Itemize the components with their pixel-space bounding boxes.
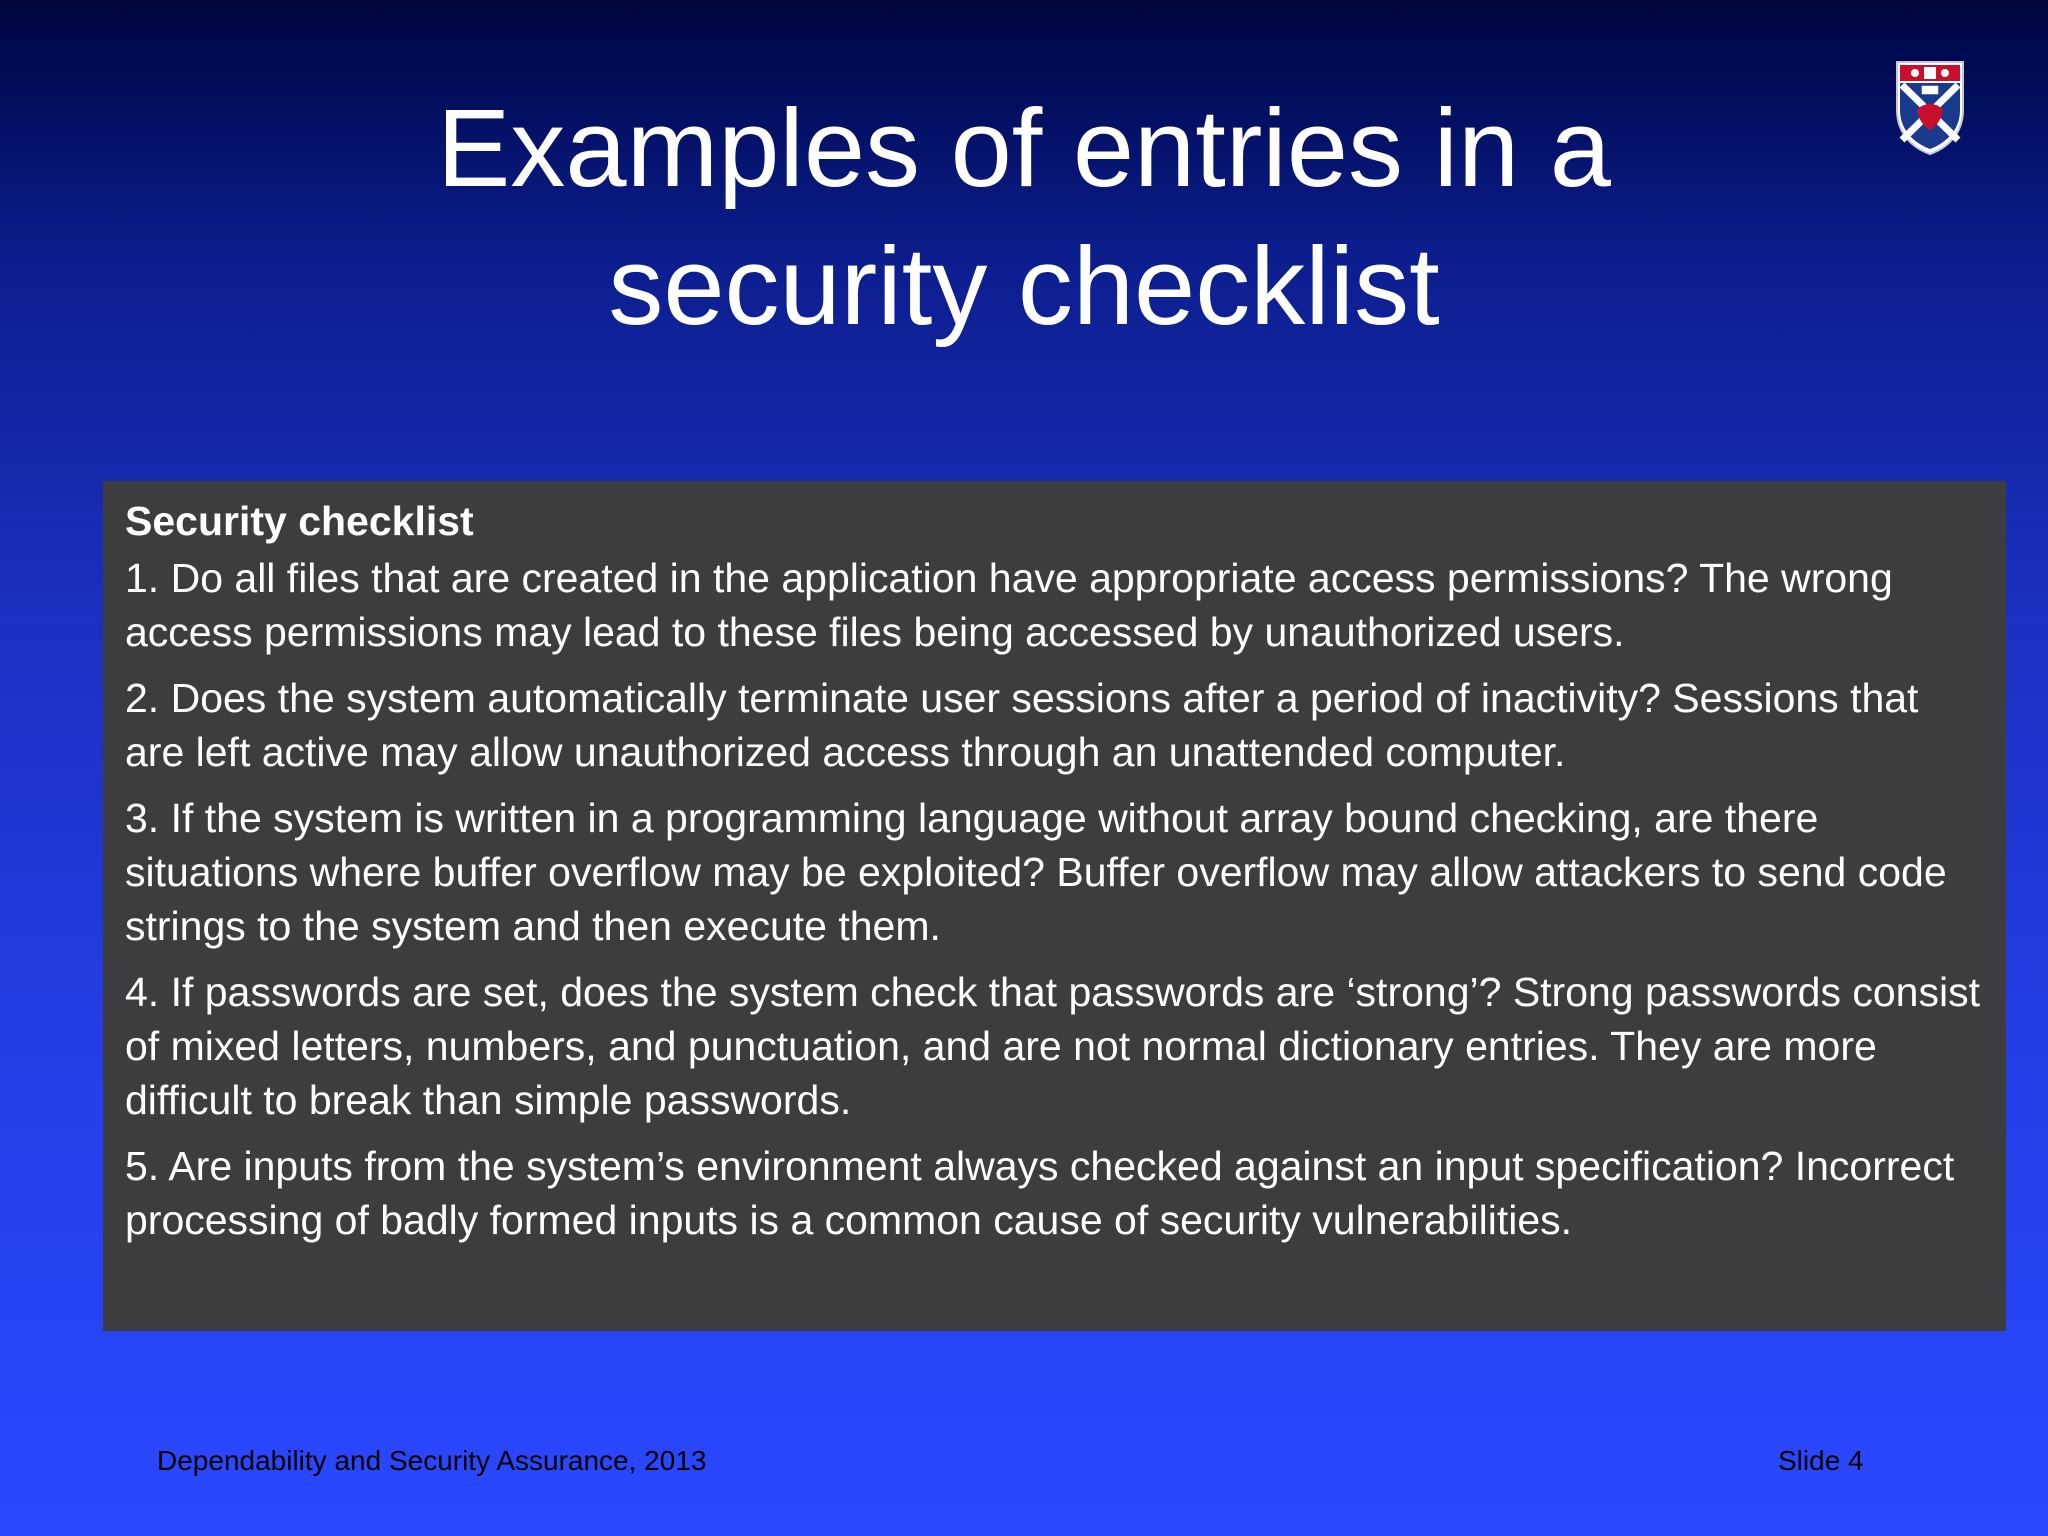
checklist-item: 5. Are inputs from the system’s environment always checked against an input specification? Incorrect processing of badly formed inputs is a common cause of security vulnerabilities.: [125, 1143, 1955, 1243]
checklist-item: 1. Do all files that are created in the application have appropriate access permissions? The wrong access permissions may lead to these files being accessed by unauthorized users.: [125, 555, 1893, 655]
top-band: [0, 0, 2048, 56]
security-checklist-box: [103, 481, 2006, 1331]
footer-course-title: Dependability and Security Assurance, 2013: [157, 1445, 707, 1476]
checklist-item: 3. If the system is written in a programming language without array bound checking, are there situations where buffer overflow may be exploited? Buffer overflow may allow attackers to send code strings to the system and then execute them.: [125, 795, 1947, 949]
checklist-item: 4. If passwords are set, does the system check that passwords are ‘strong’? Strong passwords consist of mixed letters, numbers, and punctuation, and are not normal dictionary entries. They are more difficult to break than simple passwords.: [125, 969, 1980, 1123]
checklist-heading: Security checklist: [125, 498, 474, 544]
slide-title: Examples of entries in a security checklist: [437, 87, 1611, 348]
footer-slide-number: Slide 4: [1778, 1445, 1864, 1476]
checklist-item: 2. Does the system automatically terminate user sessions after a period of inactivity? Sessions that are left active may allow unauthorized access through an unattended computer.: [125, 675, 1919, 775]
university-crest-icon: [1893, 58, 1967, 156]
